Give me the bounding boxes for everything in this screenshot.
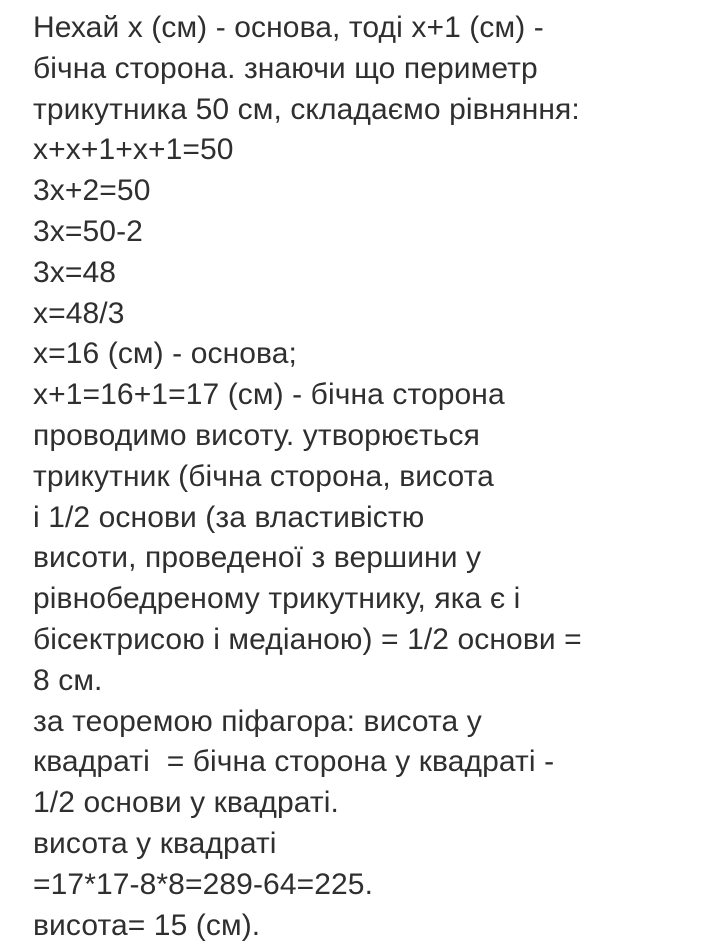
- text-line: висоти, проведеної з вершини у: [33, 541, 482, 575]
- equation-line: 3х=48: [33, 255, 117, 289]
- text-line: висота у квадраті: [33, 826, 277, 860]
- equation-line: х+х+1+х+1=50: [33, 133, 234, 167]
- text-line: і 1/2 основи (за властивістю: [33, 500, 425, 534]
- equation-line: =17*17-8*8=289-64=225.: [33, 867, 374, 901]
- equation-line: х=48/3: [33, 296, 125, 330]
- text-line: проводимо висоту. утворюється: [33, 418, 480, 452]
- text-line: рівнобедреному трикутнику, яка є і: [33, 582, 521, 616]
- text-line: бісектрисою і медіаною) = 1/2 основи =: [33, 622, 582, 656]
- result-line: висота= 15 (см).: [33, 908, 261, 942]
- text-line: 8 см.: [33, 663, 103, 697]
- solution-text: [33, 8, 582, 946]
- text-line: Нехай х (см) - основа, тоді х+1 (см) -: [33, 11, 544, 44]
- text-line: бічна сторона. знаючи що периметр: [33, 51, 538, 85]
- text-line: 1/2 основи у квадраті.: [33, 786, 339, 820]
- text-line: квадраті = бічна сторона у квадраті -: [33, 745, 555, 779]
- equation-line: х+1=16+1=17 (см) - бічна сторона: [33, 378, 505, 412]
- text-line: трикутника 50 см, складаємо рівняння:: [33, 92, 580, 126]
- equation-line: х=16 (см) - основа;: [33, 337, 297, 371]
- equation-line: 3х=50-2: [33, 214, 143, 248]
- text-line: за теоремою піфагора: висота у: [33, 704, 482, 738]
- equation-line: 3х+2=50: [33, 174, 151, 208]
- text-line: трикутник (бічна сторона, висота: [33, 459, 494, 493]
